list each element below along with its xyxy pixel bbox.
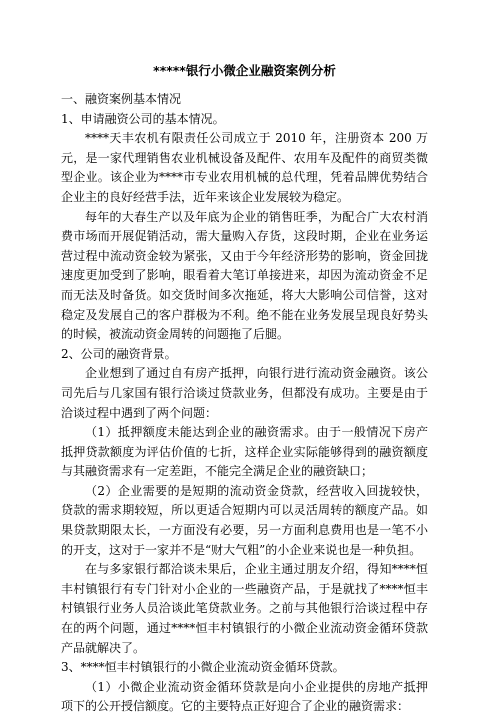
paragraph-problem-1: （1）抵押额度未能达到企业的融资需求。由于一般情况下房产抵押贷款额度为评估价值的七折，这样企业实际能够得到的融资额度与其融资需求有一定差距，不能完全满足企业的融资缺口； — [61, 425, 428, 479]
paragraph-problem-2: （2）企业需要的是短期的流动资金贷款，经营收入回拢较快，贷款的需求期较短，所以更适合短期内可以灵活周转的额度产品。如果贷款期限太长，一方面没有必要，另一方面利息费用也是一笔不小的开支，这对于一家并不是“财大气粗”的小企业来说也是一种负担。 — [61, 483, 428, 557]
subsection-heading-1: 1、申请融资公司的基本情况。 — [61, 111, 225, 126]
paragraph-company-intro: ****天丰农机有限责任公司成立于 2010 年，注册资本 200 万元，是一家代理销售农业机械设备及配件、农用车及配件的商贸类微型企业。该企业为****市专业农用机械的总代理，凭着品牌优势结合企业主的良好经营手法，近年来该企业发展较为稳定。 — [61, 131, 428, 204]
document-title: *****银行小微企业融资案例分析 — [153, 63, 336, 78]
section-heading-1: 一、融资案例基本情况 — [61, 92, 182, 106]
subsection-heading-3: 3、****恒丰村镇银行的小微企业流动资金循环贷款。 — [61, 660, 345, 675]
paragraph-loan-product: （1）小微企业流动资金循环贷款是向小企业提供的房地产抵押项下的公开授信额度。它的主要特点正好迎合了企业的融资需求： — [61, 679, 428, 714]
paragraph-solution: 在与多家银行都洽谈未果后，企业主通过朋友介绍，得知****恒丰村镇银行有专门针对小企业的一些融资产品，于是就找了****恒丰村镇银行业务人员洽谈此笔贷款业务。之前与其他银行洽谈过程中存在的两个问题，通过****恒丰村镇银行的小微企业流动资金循环贷款产品就解决了。 — [61, 562, 428, 655]
paragraph-funding-pressure: 每年的大春生产以及年底为企业的销售旺季，为配合广大农村消费市场而开展促销活动，需大量购入存货，这段时期，企业在业务运营过程中流动资金较为紧张，又由于今年经济形势的影响，资金回拢速度更加受到了影响，眼看着大笔订单接进来，却因为流动资金不足而无法及时备货。如交货时间多次拖延，将大大影响公司信誉，这对稳定及发展自己的客户群极为不利。绝不能在业务发展呈现良好势头的时候，被流动资金周转的问题拖了后腿。 — [61, 209, 428, 342]
paragraph-background: 企业想到了通过自有房产抵押，向银行进行流动资金融资。该公司先后与几家国有银行洽谈过贷款业务，但都没有成功。主要是由于洽谈过程中遇到了两个问题： — [61, 366, 428, 420]
subsection-heading-2: 2、公司的融资背景。 — [61, 346, 177, 361]
